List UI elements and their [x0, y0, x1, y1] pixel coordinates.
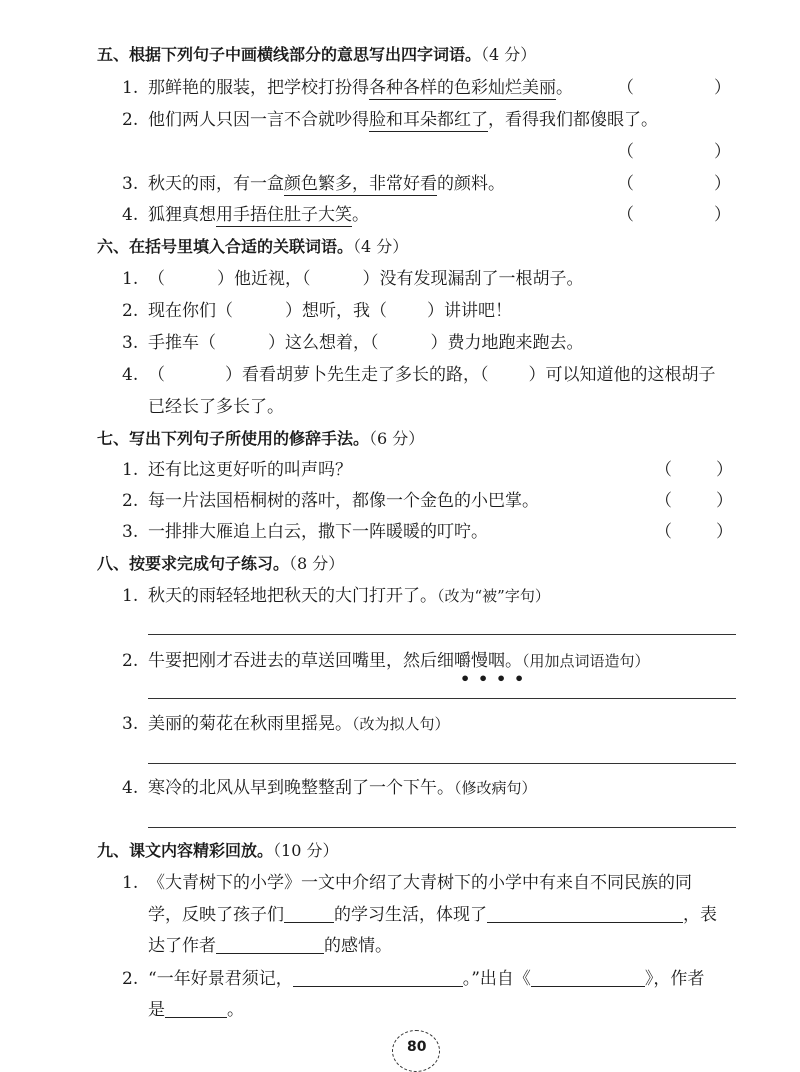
s9-q2-line-2: 是 。: [148, 1000, 244, 1020]
s9-q1-line-3: 达了作者 的感情。: [148, 936, 392, 956]
s8-q2-requirement: （用加点词语造句）: [522, 652, 650, 670]
section-5-heading: [97, 44, 536, 66]
s8-q3-requirement: （改为拟人句）: [352, 715, 450, 733]
s7-q1-answer-blank[interactable]: （ ）: [655, 460, 733, 480]
s5-q1-text-pre: 那鲜艳的服装，把学校打扮得: [148, 78, 369, 98]
s5-q1-text-post: 。: [556, 78, 573, 98]
section-6-heading: [97, 236, 408, 258]
emphasis-dot: •: [478, 669, 489, 688]
s9-q1-line-2: 学，反映了孩子们 的学习生活，体现了 ，表: [148, 905, 717, 925]
s9-q2-blank-1[interactable]: [293, 968, 463, 987]
s6-q2-number: 2.: [122, 301, 139, 321]
section-8-points: （8 分）: [289, 554, 345, 573]
s5-q1: [122, 77, 573, 99]
s5-q4-text-post: 。: [352, 205, 369, 225]
s8-q1: 1. 秋天的雨轻轻地把秋天的大门打开了。（改为“被”字句）: [122, 586, 550, 606]
section-8-title: 八、按要求完成句子练习。: [97, 554, 290, 573]
s6-q1: 1. （ ）他近视，（ ）没有发现漏刮了一根胡子。: [122, 269, 584, 289]
s5-q2-underlined: 脸和耳朵都红了: [369, 110, 488, 130]
s8-q4: 4. 寒冷的北风从早到晚整整刮了一个下午。（修改病句）: [122, 778, 537, 798]
s8-q4-requirement: （修改病句）: [454, 779, 537, 797]
s6-q1-number: 1.: [122, 269, 139, 289]
page-number: 80: [407, 1039, 427, 1055]
s5-q1-underlined: 各种各样的色彩灿烂美丽: [369, 78, 556, 98]
s9-q1-line-1: 1. 《大青树下的小学》一文中介绍了大青树下的小学中有来自不同民族的同: [122, 873, 692, 893]
s5-q1-number: 1.: [122, 78, 139, 98]
s7-q3-answer-blank[interactable]: （ ）: [655, 522, 733, 542]
section-6-points: （4 分）: [353, 237, 409, 256]
s6-q3: 3. 手推车（ ）这么想着，（ ）费力地跑来跑去。: [122, 333, 584, 353]
section-6-title: 六、在括号里填入合适的关联词语。: [97, 237, 354, 256]
s5-q3: [122, 173, 505, 195]
section-8-heading: [97, 553, 344, 575]
s9-q2-line-1: 2. “一年好景君须记， 。”出自《 》，作者: [122, 969, 705, 989]
s5-q4-number: 4.: [122, 205, 139, 225]
section-7-points: （6 分）: [369, 429, 425, 448]
s9-q2-blank-3[interactable]: [165, 999, 227, 1018]
s9-q1-blank-3[interactable]: [216, 935, 324, 954]
s8-q2: 2. 牛要把刚才吞进去的草送回嘴里，然后细嚼慢咽。（用加点词语造句）: [122, 651, 650, 671]
s6-q4-continuation: 已经长了多长了。: [148, 397, 284, 417]
emphasis-dot: •: [496, 669, 507, 688]
s7-q3: 3. 一排排大雁追上白云，撒下一阵暖暖的叮咛。: [122, 522, 488, 542]
s5-q4-underlined: 用手捂住肚子大笑: [216, 205, 352, 225]
s9-q1-blank-2[interactable]: [487, 904, 683, 923]
s6-q2: 2. 现在你们（ ）想听，我（ ）讲讲吧！: [122, 301, 512, 321]
s9-q2-blank-2[interactable]: [531, 968, 645, 987]
s5-q3-number: 3.: [122, 174, 139, 194]
section-7-title: 七、写出下列句子所使用的修辞手法。: [97, 429, 370, 448]
s8-q1-answer-line[interactable]: [148, 634, 736, 635]
section-9-heading: [97, 840, 338, 862]
s5-q2-answer-blank[interactable]: （ ）: [617, 142, 731, 162]
s6-q4: 4. （ ）看看胡萝卜先生走了多长的路，（ ）可以知道他的这根胡子: [122, 365, 716, 385]
s5-q2-text-post: ，看得我们都傻眼了。: [488, 110, 658, 130]
s5-q2-number: 2.: [122, 110, 139, 130]
s5-q4-answer-blank[interactable]: （ ）: [617, 205, 731, 225]
section-5-title: 五、根据下列句子中画横线部分的意思写出四字词语。: [97, 45, 482, 64]
s9-q1-blank-1[interactable]: [284, 904, 334, 923]
s5-q3-answer-blank[interactable]: （ ）: [617, 174, 731, 194]
s5-q1-answer-blank[interactable]: （ ）: [617, 78, 731, 98]
section-9-points: （10 分）: [273, 841, 339, 860]
s8-q3: 3. 美丽的菊花在秋雨里摇晃。（改为拟人句）: [122, 714, 450, 734]
s7-q2: 2. 每一片法国梧桐树的落叶，都像一个金色的小巴掌。: [122, 491, 539, 511]
s5-q2-text-pre: 他们两人只因一言不合就吵得: [148, 110, 369, 130]
s7-q2-answer-blank[interactable]: （ ）: [655, 491, 733, 511]
s5-q3-underlined: 颜色繁多，非常好看: [284, 174, 437, 194]
s8-q3-answer-line[interactable]: [148, 763, 736, 764]
section-7-heading: [97, 428, 424, 450]
s6-q4-number: 4.: [122, 365, 139, 385]
emphasis-dot: •: [460, 669, 471, 688]
s5-q3-text-pre: 秋天的雨，有一盒: [148, 174, 284, 194]
emphasis-dot: •: [514, 669, 525, 688]
s6-q3-number: 3.: [122, 333, 139, 353]
s5-q4: [122, 204, 369, 226]
s8-q2-answer-line[interactable]: [148, 698, 736, 699]
s8-q4-answer-line[interactable]: [148, 827, 736, 828]
s7-q1: 1. 还有比这更好听的叫声吗？: [122, 460, 352, 480]
s5-q4-text-pre: 狐狸真想: [148, 205, 216, 225]
section-9-title: 九、课文内容精彩回放。: [97, 841, 274, 860]
section-5-points: （4 分）: [481, 45, 537, 64]
s5-q3-text-post: 的颜料。: [437, 174, 505, 194]
s8-q1-requirement: （改为“被”字句）: [437, 587, 550, 605]
s5-q2: [122, 109, 658, 131]
